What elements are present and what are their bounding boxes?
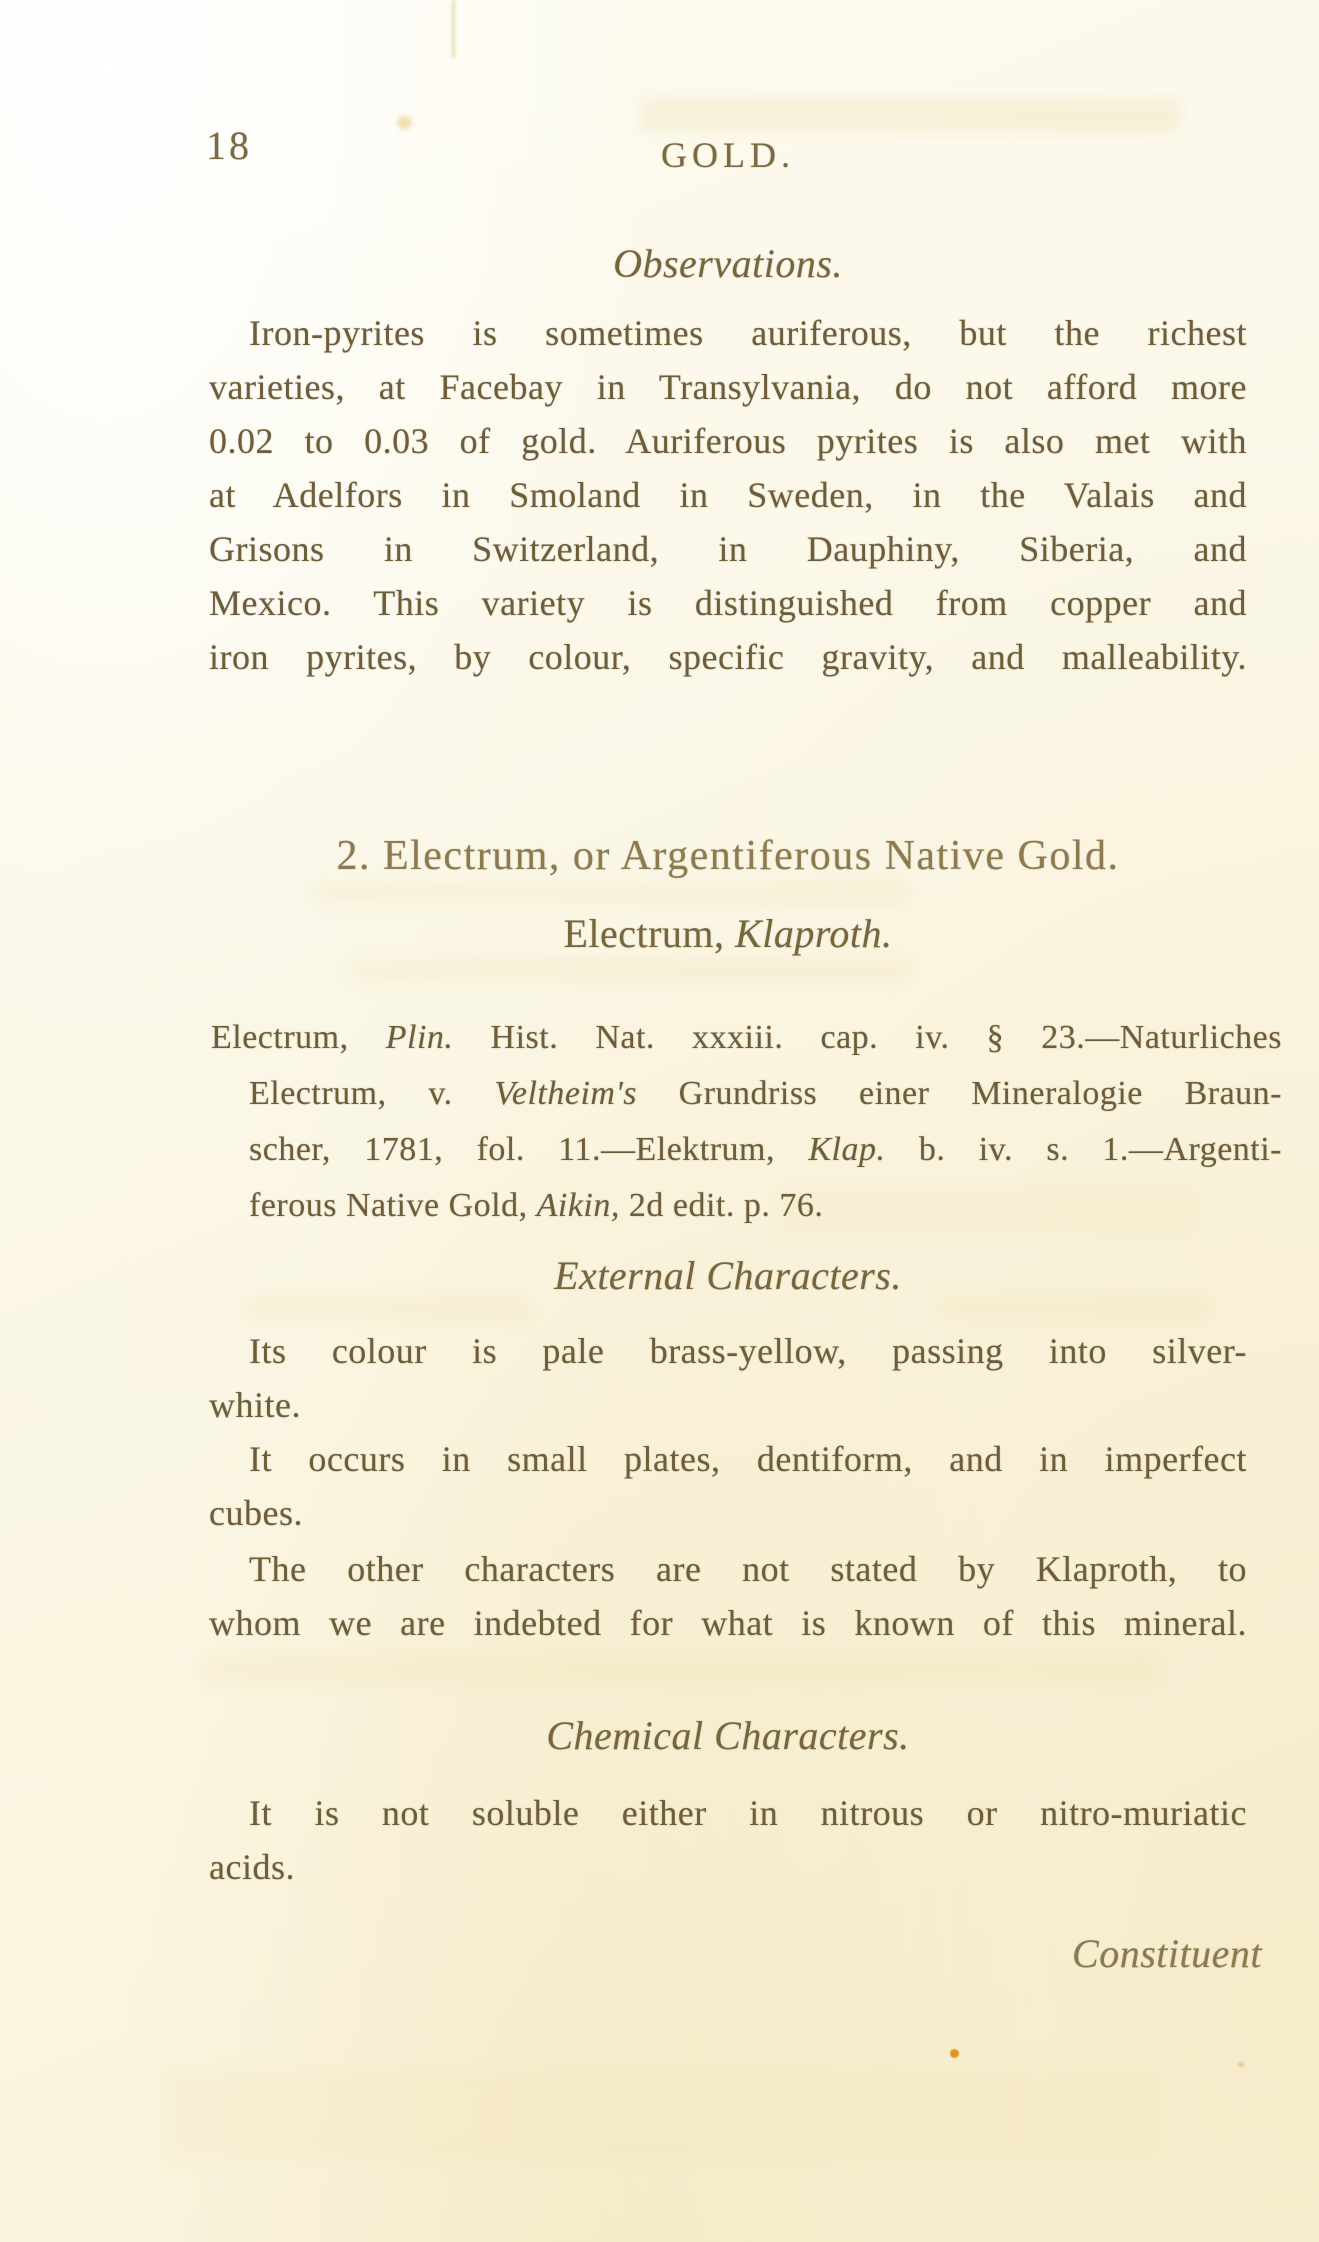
observations-paragraph: [209, 306, 1247, 684]
paragraph-line: varieties, at Facebay in Transylvania, do not afford more: [209, 367, 1247, 407]
paragraph-line: Iron-pyrites is sometimes auriferous, but the richest: [249, 313, 1247, 353]
show-through-smudge: [640, 98, 1180, 132]
paragraph-line: acids.: [209, 1847, 295, 1887]
external-characters-heading: External Characters.: [554, 1253, 902, 1298]
reference-text: Electrum,: [211, 1019, 386, 1056]
reference-line: [211, 1066, 1282, 1122]
show-through-smudge: [200, 1652, 1160, 1686]
running-title: GOLD.: [661, 135, 795, 175]
paragraph-line: at Adelfors in Smoland in Sweden, in the Valais and: [209, 475, 1247, 515]
reference-text: 2d edit. p. 76.: [619, 1187, 824, 1224]
paper-speck: [950, 2049, 959, 2058]
paragraph-line: It is not soluble either in nitrous or nitro-muriatic: [249, 1793, 1247, 1833]
show-through-smudge: [160, 2070, 1160, 2160]
paragraph-line: Grisons in Switzerland, in Dauphiny, Siberia, and: [209, 529, 1247, 569]
paragraph-line: cubes.: [209, 1493, 303, 1533]
paper-speck: [1238, 2062, 1244, 2067]
show-through-smudge: [310, 882, 910, 904]
reference-line: [211, 1122, 1282, 1178]
references-paragraph: [211, 1010, 1282, 1234]
paragraph-line: Mexico. This variety is distinguished from copper and: [209, 583, 1247, 623]
reference-text: b. iv. s. 1.—Argenti-: [885, 1131, 1282, 1168]
section-heading: 2. Electrum, or Argentiferous Native Gold.: [336, 833, 1120, 879]
reference-author-name: Klap.: [808, 1131, 886, 1168]
paragraph-line: iron pyrites, by colour, specific gravity, and malleability.: [209, 637, 1247, 677]
page-number: 18: [206, 123, 252, 168]
paper-stain: [397, 116, 412, 129]
paragraph-line: 0.02 to 0.03 of gold. Auriferous pyrites is also met with: [209, 421, 1247, 461]
paragraph-line: white.: [209, 1385, 301, 1425]
reference-text: scher, 1781, fol. 11.—Elektrum,: [249, 1131, 809, 1168]
solubility-paragraph: [209, 1786, 1247, 1894]
subtitle-roman-text: Electrum,: [563, 911, 736, 956]
paper-crease-mark: [452, 0, 455, 58]
reference-line: [211, 1010, 1282, 1066]
reference-line: [211, 1178, 1282, 1234]
catchword: Constituent: [1072, 1931, 1262, 1976]
reference-text: Hist. Nat. xxxiii. cap. iv. § 23.—Naturliches: [453, 1019, 1282, 1056]
paragraph-line: whom we are indebted for what is known of this mineral.: [209, 1603, 1247, 1643]
section-subtitle: [209, 910, 1247, 957]
show-through-smudge: [350, 958, 910, 982]
paragraph-line: The other characters are not stated by Klaproth, to: [249, 1549, 1247, 1589]
paragraph-line: Its colour is pale brass-yellow, passing into silver-: [249, 1331, 1247, 1371]
reference-author-name: Veltheim's: [494, 1075, 637, 1112]
reference-text: Electrum, v.: [249, 1075, 495, 1112]
chemical-characters-heading: Chemical Characters.: [546, 1713, 910, 1758]
observations-heading: Observations.: [613, 241, 843, 286]
occurrence-paragraph: [209, 1432, 1247, 1540]
other-characters-paragraph: [209, 1542, 1247, 1650]
reference-author-name: Aikin,: [536, 1187, 620, 1224]
reference-text: ferous Native Gold,: [249, 1187, 537, 1224]
reference-author-name: Plin.: [385, 1019, 454, 1056]
subtitle-author-name: Klaproth.: [735, 911, 893, 956]
colour-paragraph: [209, 1324, 1247, 1432]
reference-text: Grundriss einer Mineralogie Braun-: [636, 1075, 1282, 1112]
paragraph-line: It occurs in small plates, dentiform, and in imperfect: [249, 1439, 1247, 1479]
